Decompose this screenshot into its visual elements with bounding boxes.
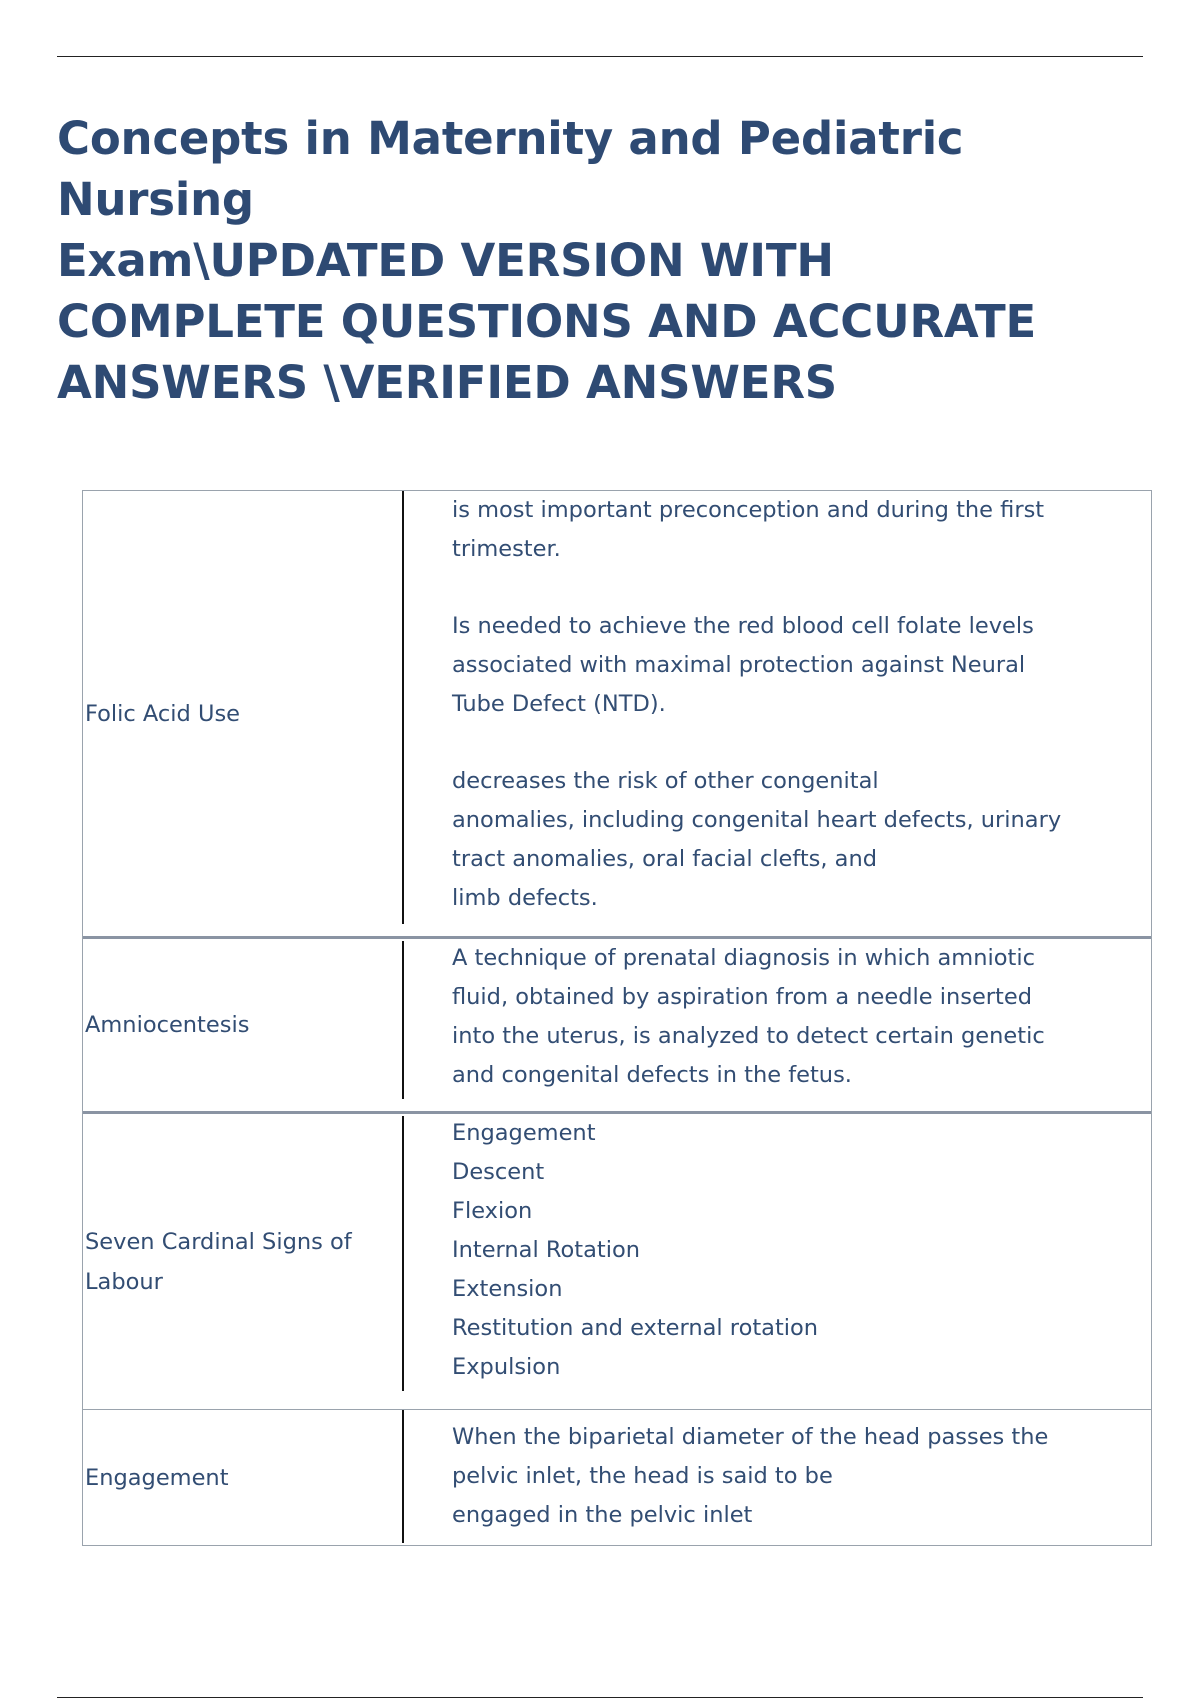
definition-cell [403,939,1151,1111]
definition-line: associated with maximal protection against Neural [452,652,1026,678]
definition-line: into the uterus, is analyzed to detect certain genetic [452,1023,1045,1049]
definition-cell [403,491,1151,936]
table-row-cardinal-signs [83,1114,1151,1410]
definition-line: pelvic inlet, the head is said to be [452,1463,833,1489]
definition-line: limb defects. [452,885,598,911]
definition-line: is most important preconception and during the first [452,497,1045,523]
definition-line: tract anomalies, oral facial clefts, and [452,846,877,872]
list-item: Flexion [452,1198,533,1224]
column-divider [402,941,404,1099]
definition-line: engaged in the pelvic inlet [452,1502,753,1528]
list-item: Restitution and external rotation [452,1315,819,1341]
table-row-folic-acid [83,491,1151,939]
definition-line: fluid, obtained by aspiration from a needle inserted [452,984,1033,1010]
qa-table [82,490,1152,1546]
term-cell: Engagement [85,1464,229,1491]
list-item: Engagement [452,1120,596,1146]
column-divider [402,1410,404,1543]
definition-line: and congenital defects in the fetus. [452,1062,852,1088]
document-title: Concepts in Maternity and Pediatric Nursing Exam\UPDATED VERSION WITH COMPLETE QUESTIONS AND ACCURATE ANSWERS \VERIFIED ANSWERS [57,112,1037,409]
list-item: Expulsion [452,1354,561,1380]
definition-line: Tube Defect (NTD). [452,691,666,717]
definition-line: trimester. [452,536,561,562]
definition-line: anomalies, including congenital heart defects, urinary [452,807,1062,833]
table-row-amniocentesis [83,939,1151,1114]
column-divider [402,1116,404,1391]
list-item: Descent [452,1159,545,1185]
term-cell: Seven Cardinal Signs of Labour [85,1228,352,1295]
top-rule [57,56,1143,57]
definition-line: decreases the risk of other congenital [452,768,879,794]
bottom-rule [57,1697,1143,1698]
definition-cell [403,1410,1151,1545]
table-row-engagement [83,1410,1151,1545]
list-item: Extension [452,1276,563,1302]
definition-cell [403,1114,1151,1409]
definition-line: When the biparietal diameter of the head passes the [452,1424,1049,1450]
definition-line: Is needed to achieve the red blood cell folate levels [452,613,1034,639]
term-cell: Amniocentesis [85,1012,250,1038]
column-divider [402,491,404,924]
term-cell: Folic Acid Use [85,700,241,727]
definition-line: A technique of prenatal diagnosis in which amniotic [452,945,1035,971]
list-item: Internal Rotation [452,1237,640,1263]
